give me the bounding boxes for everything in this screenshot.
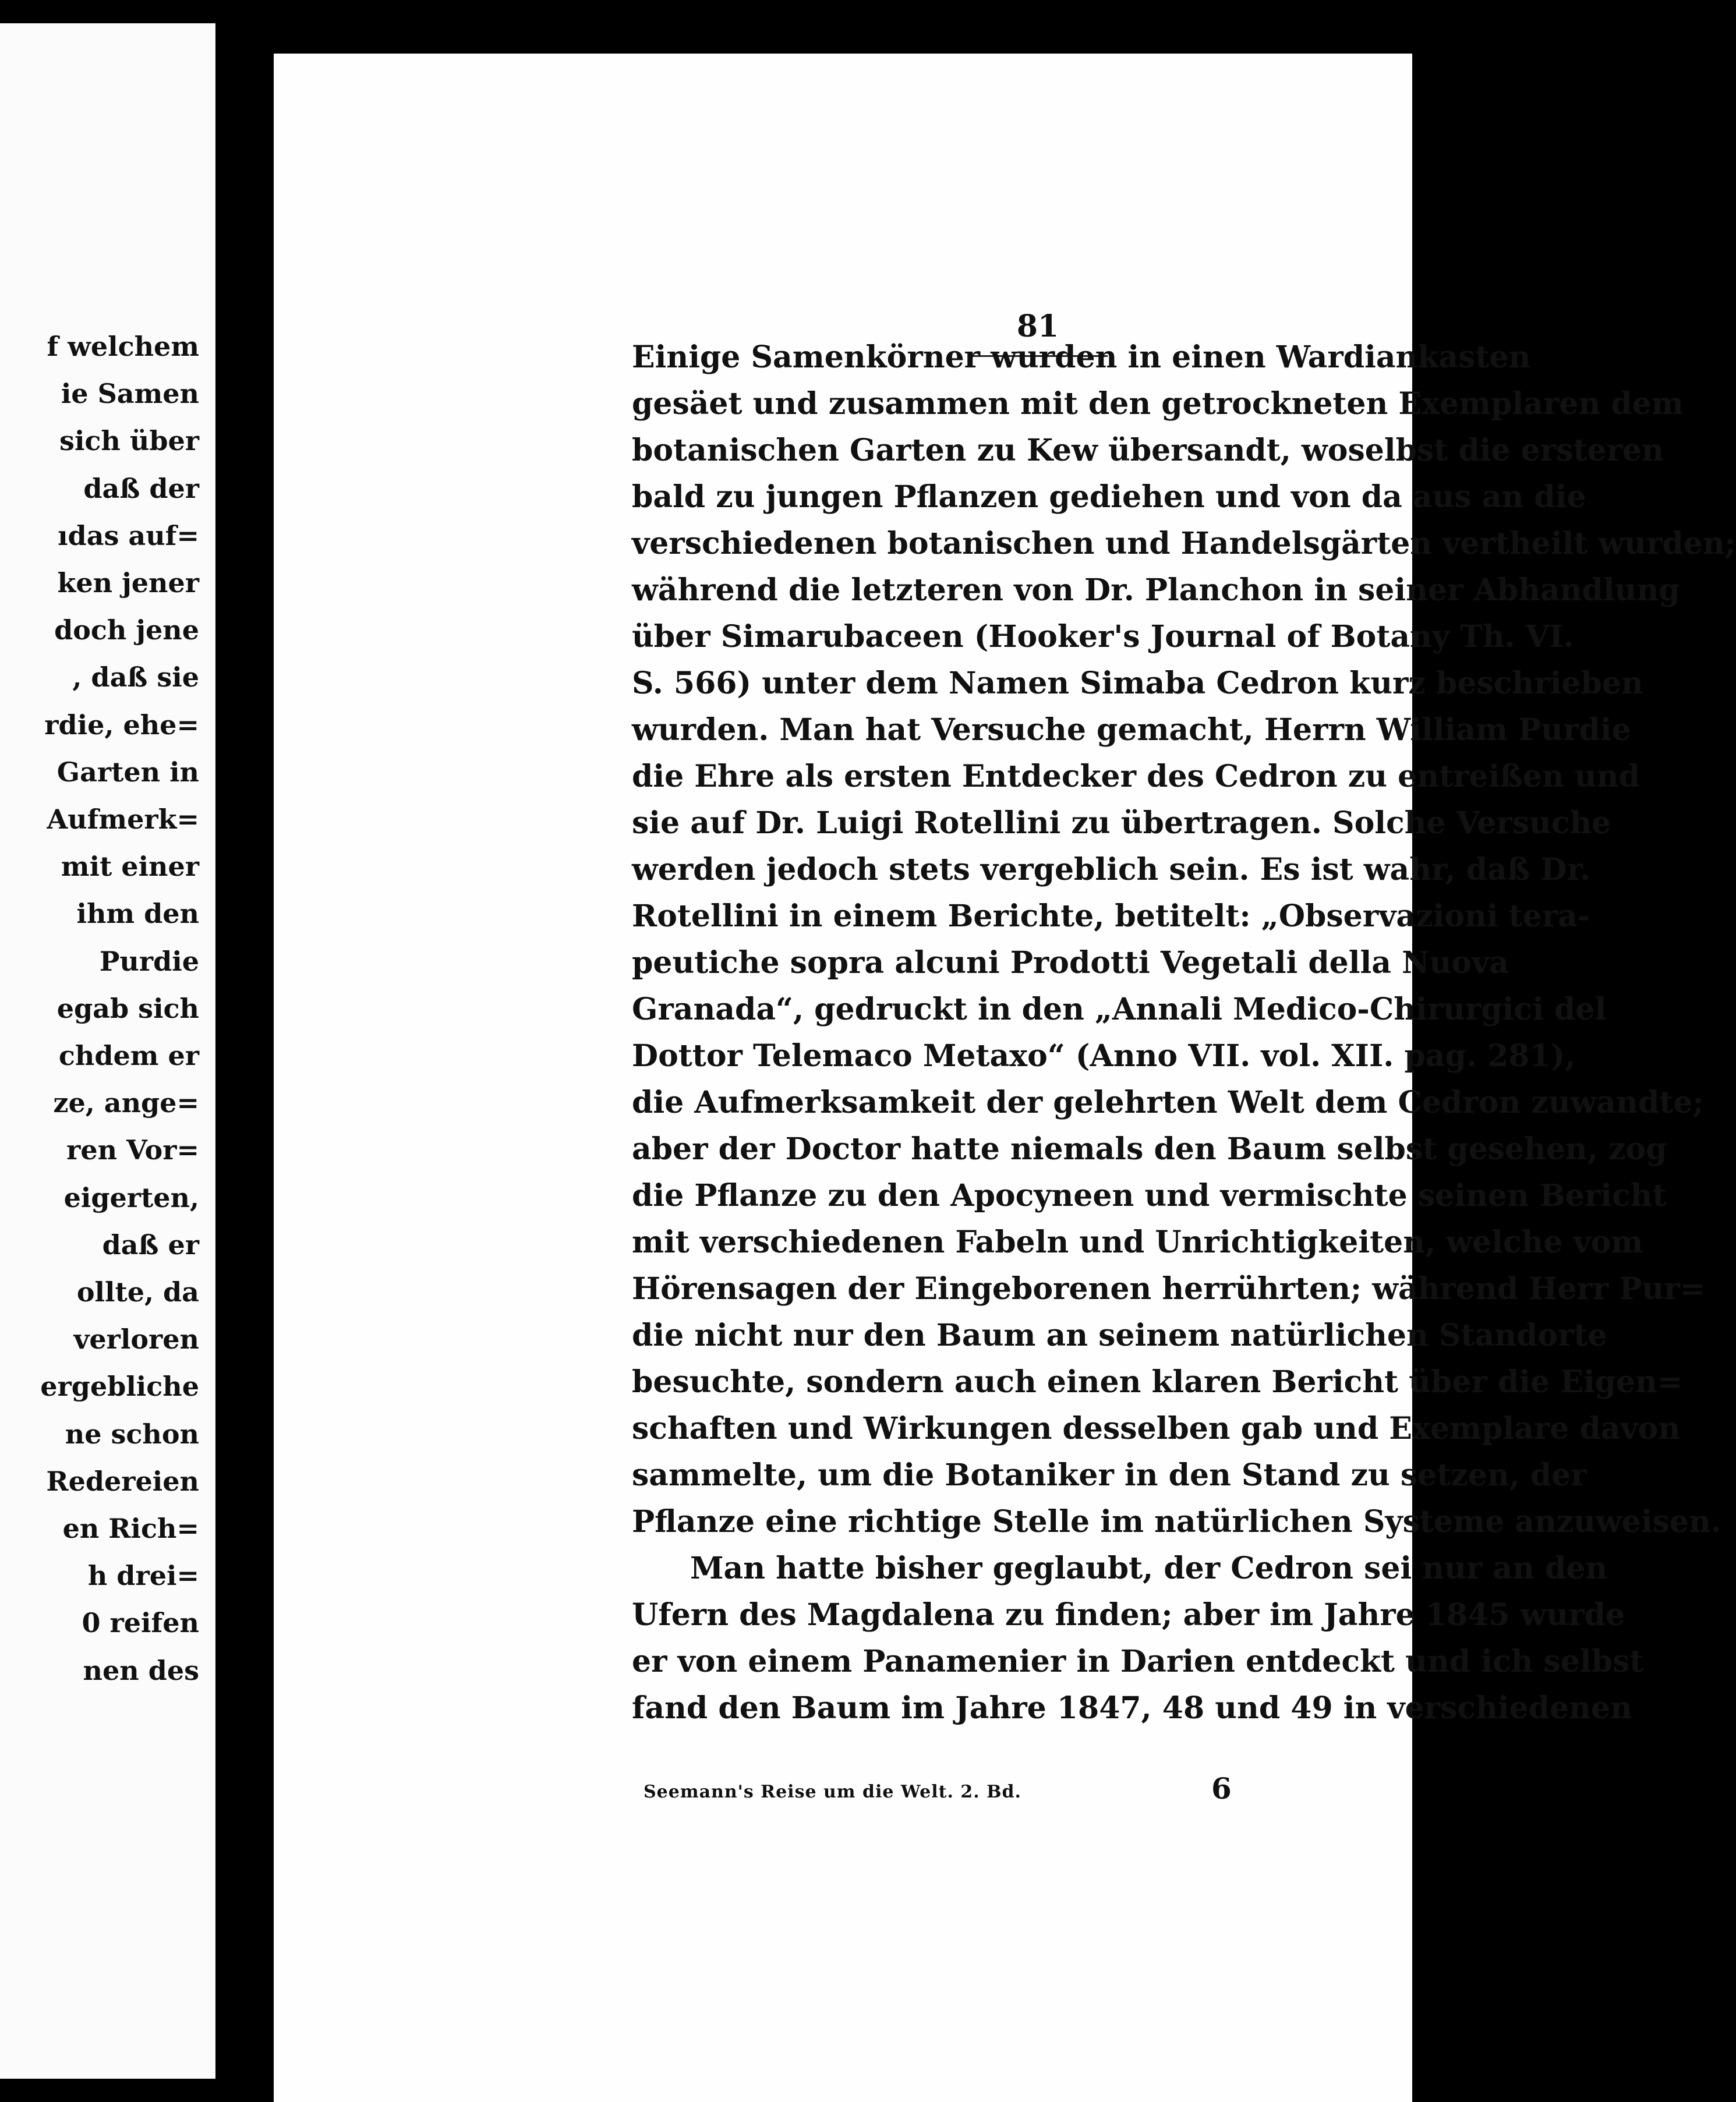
facing-page-fragment	[0, 23, 215, 2079]
body-line: Granada“, gedruckt in den „Annali Medico-Chirurgici del	[632, 992, 1607, 1027]
facing-page-line: daß der	[83, 472, 199, 504]
facing-page-line: nen des	[83, 1654, 199, 1686]
body-line: Hörensagen der Eingeborenen herrührten; während Herr Pur=	[632, 1271, 1706, 1307]
body-line: verschiedenen botanischen und Handelsgärten vertheilt wurden;	[632, 526, 1736, 561]
body-line: die Ehre als ersten Entdecker des Cedron zu entreißen und	[632, 759, 1640, 794]
body-line: fand den Baum im Jahre 1847, 48 und 49 in verschiedenen	[632, 1690, 1632, 1726]
facing-page-line: Aufmerk=	[47, 804, 199, 835]
facing-page-line: Garten in	[56, 756, 199, 788]
facing-page-line: Redereien	[46, 1465, 199, 1497]
facing-page-line: doch jene	[54, 614, 199, 646]
body-line: die nicht nur den Baum an seinem natürlichen Standorte	[632, 1318, 1607, 1353]
body-line: die Aufmerksamkeit der gelehrten Welt dem Cedron zuwandte;	[632, 1085, 1704, 1120]
facing-page-line: ne schon	[65, 1418, 199, 1450]
facing-page-line: daß er	[102, 1229, 199, 1261]
body-line: während die letzteren von Dr. Planchon in seiner Abhandlung	[632, 572, 1680, 608]
facing-page-line: , daß sie	[72, 661, 199, 693]
facing-page-line: ergebliche	[40, 1371, 199, 1403]
body-line: Man hatte bisher geglaubt, der Cedron sei nur an den	[690, 1551, 1608, 1586]
facing-page-line: ken jener	[57, 567, 199, 599]
body-line: gesäet und zusammen mit den getrockneten Exemplaren dem	[632, 386, 1684, 422]
body-line: bald zu jungen Pflanzen gediehen und von da aus an die	[632, 479, 1586, 515]
page-number: 81	[1016, 309, 1059, 344]
facing-page-line: chdem er	[58, 1040, 199, 1071]
facing-page-line: ze, ange=	[53, 1087, 199, 1119]
facing-page-line: en Rich=	[62, 1513, 199, 1544]
facing-page-line: h drei=	[87, 1560, 199, 1592]
facing-page-line: ie Samen	[61, 378, 199, 410]
body-line: Ufern des Magdalena zu finden; aber im Jahre 1845 wurde	[632, 1597, 1625, 1633]
body-line: über Simarubaceen (Hooker's Journal of Botany Th. VI.	[632, 619, 1574, 654]
body-line: sie auf Dr. Luigi Rotellini zu übertragen. Solche Versuche	[632, 805, 1611, 841]
facing-page-line: 0 reifen	[82, 1607, 199, 1639]
facing-page-line: f welchem	[47, 331, 199, 362]
body-line: Rotellini in einem Berichte, betitelt: „Observazioni tera-	[632, 898, 1590, 934]
body-line: mit verschiedenen Fabeln und Unrichtigkeiten, welche vom	[632, 1225, 1643, 1260]
facing-page-line: rdie, ehe=	[44, 709, 199, 741]
facing-page-line: ollte, da	[76, 1276, 199, 1308]
body-line: Einige Samenkörner wurden in einen Wardiankasten	[632, 339, 1531, 375]
body-line: werden jedoch stets vergeblich sein. Es ist wahr, daß Dr.	[632, 852, 1591, 887]
body-line: Dottor Telemaco Metaxo“ (Anno VII. vol. XII. pag. 281),	[632, 1038, 1576, 1074]
book-page	[274, 54, 1736, 2102]
facing-page-line: eigerten,	[63, 1181, 199, 1213]
body-line: Pflanze eine richtige Stelle im natürlichen Systeme anzuweisen.	[632, 1504, 1721, 1540]
facing-page-line: Purdie	[99, 945, 199, 977]
body-line: peutiche sopra alcuni Prodotti Vegetali della Nuova	[632, 945, 1509, 981]
body-line: S. 566) unter dem Namen Simaba Cedron kurz beschrieben	[632, 666, 1643, 701]
body-line: sammelte, um die Botaniker in den Stand zu setzen, der	[632, 1457, 1587, 1493]
facing-page-line: ren Vor=	[66, 1134, 199, 1166]
body-line: er von einem Panamenier in Darien entdeckt und ich selbst	[632, 1644, 1644, 1679]
body-line: botanischen Garten zu Kew übersandt, woselbst die ersteren	[632, 433, 1664, 468]
signature-mark: 6	[1211, 1771, 1232, 1806]
body-line: wurden. Man hat Versuche gemacht, Herrn William Purdie	[632, 712, 1631, 748]
facing-page-line: ıdas auf=	[58, 519, 199, 551]
facing-page-line: mit einer	[61, 851, 199, 883]
facing-page-line: sich über	[59, 425, 199, 457]
footer-signature: Seemann's Reise um die Welt. 2. Bd.	[644, 1782, 1021, 1802]
body-line: schaften und Wirkungen desselben gab und Exemplare davon	[632, 1411, 1681, 1446]
facing-page-line: verloren	[73, 1324, 199, 1356]
facing-page-line: ihm den	[76, 898, 199, 930]
facing-page-line: egab sich	[56, 992, 199, 1024]
body-line: aber der Doctor hatte niemals den Baum selbst gesehen, zog	[632, 1131, 1667, 1167]
body-line: besuchte, sondern auch einen klaren Bericht über die Eigen=	[632, 1364, 1683, 1400]
body-line: die Pflanze zu den Apocyneen und vermischte seinen Bericht	[632, 1178, 1667, 1213]
